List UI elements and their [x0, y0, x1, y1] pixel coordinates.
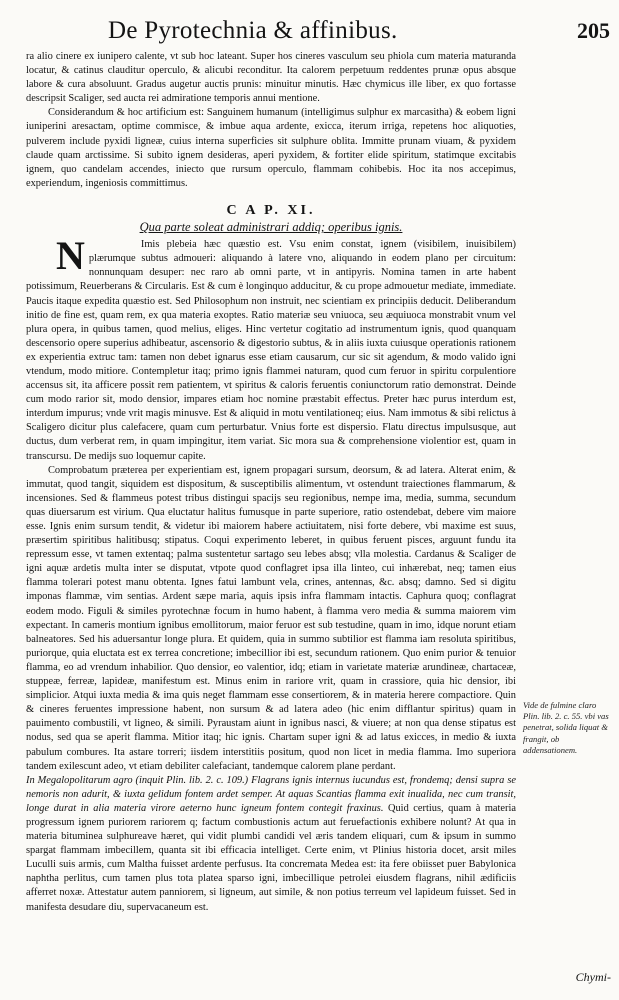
pliny-quote	[26, 774, 516, 915]
chapter-paragraph-1-text: Imis plebeia hæc quæstio est. Vsu enim constat, ignem (visibilem, inuisibilem) plærumque subtus admoueri: aliquando à latere vno, aliquando in eodem plano per circuitum: nonnunquam desuper: nec raro ab omni parte, vt in antipyris. Nomina tamen in arte habent potissimum, Reuerberans & Circularis. Est & cum è longinquo adducitur, & cu prope admouetur mediate, immediate. Paucis itaque expedita quæstio est. Sed Philosophum non instruit, nec scientiam ex principiis deducit. Deliberandum initio de fine est, quam rem, ex qua materia exoptes. Ratio materiæ seu vniuoca, seu æquiuoca monstrabit vnum vel plura opera, in quibus tamen, quod melius, eliges. Hinc vertetur cogitatio ad instrumentum ignis, quod quanquam descensorio opere superius adhibeatur, ascensorio & digestorio subtus, & in aliis iuxta cuiusque operationis rationem ex experientia extruc tam: tamen non debet ignarus esse etiam causarum, cur sic sit agendum, & modo valido igni vtendum, modo mitiore. Contempletur itaq; primo ignis flammei naturam, quod cum feruor in spiritu corpulentiore accensus sit, ita afficere possit rem patientem, vt spiritus & caloris feruentis coniunctorum ratio demonstrat. Deinde cum modo rarior sit, modo densior, impares etiam hoc nomine præstabit effectus. Preter hæc purus interdum est, interdum impurus; vnde vrit magis minusve. Est & aliquid in motu ventilationeq; eius. Nam immotus & sibi relictus à Scaligero dicitur plus calefacere, quam cum perturbatur. Vnius forte est dispersio. Flatu directus impulsusque, aut ductus, dum verberat rem, in quam impingitur, item variat. Sic mora sua & comprehensione violentior est, quam in transcursu. De medijs suo loquemur capite.	[26, 239, 516, 462]
quote-reference: In Megalopolitarum agro (inquit Plin. lib. 2. c. 109.)	[26, 774, 249, 786]
chapter-paragraph-2: Comprobatum præterea per experientiam est, ignem propagari sursum, deorsum, & ad latera. Alterat enim, & immutat, quod tangit, siquidem est dispositum, & susceptibilis alimentum, vt ostendunt traiectiones flammarum, & incensiones. Sed & flammeus potest tribus distingui spacijs seu regionibus, nempe ima, media, summa, secundum quas diuersarum est virium. Qua eluctatur halitus fumusque in parte superiore, ratio ostendebat, debere vim maiore esse. Ignis enim sursum tendit, & videtur ibi maiorem habere actiuitatem, nisi forte debere, vbi maxime est suus, præsertim spiritibus halitibusq; stipatus. Coqui experimento leberet, in quibus feruent pisces, arguunt fundu ita repressum esse, vt tamen extentaq; palma sustentetur sartago seu lebes absq; vlla molestia. Cardanus & Scaliger de igni aquæ ardetis multa inter se disputat, vtpote quod conflagret ipsa illa linteo, cui inhærebat, neq; tamen eius flamma tolerari potest manu obtenta. Ignes fatui lambunt vela, crines, antennas, &c. absq; damno. Sed si digitu imponas flammæ, vim sentias. Ardent sæpe maria, aquis ipsis infra flammam intactis. Caphura quoq; conflagrat eodem modo. Figuli & similes pyrotechnæ focum in humo habent, à flamma vero media & summa maiorem vim expectant. In cameris montium ignibus emollitorum, maior feruor est sub testudine, quam in imo, idque norunt etiam balneatores. Sed his aduersantur longe plura. Et quidem, quia in summo subtilior est flamma iam resoluta spiritibus, puriorque, quia eluctata est ex terrea concretione; imbecillior ibi est, secundum rationem. Quo enim purior & tenuior flamma, eo ad vrendum inhabilior. Quo densior, eo valentior, idq; etiam in varietate materiæ arundineæ, chartaceæ, stuppeæ, ferreæ, lapideæ, manifestum est. Minus enim in rariore vrit, quam in crassiore, quia hic densior, ibi simplicior. Atqui iuxta media & ima quis neget flammam esse consertiorem, & in materia herere compactiore. Quin & cineres feruentes impressione habent, non sursum & ad latera adeo (hic enim difflantur spiritus) quam in pauimento combustili, vt ligneo, & simili. Pyraustam aiunt in ignibus nasci, & viuere; at non qua dense stipatus est nodus, sed qua se aperit flamma. Mitior itaq; hic ignis. Chartam super igni & ad latus exicces, in medio & iuxta pabulum combures. Ita astare torreri; iisdem interstitiis positum, quod non licet in media flamma. Imo superiora tandem exilescunt adeo, vt etiam debiliter calefaciant, tandemque calorem plane perdant.	[26, 464, 516, 772]
paragraph-considerandum: Considerandum & hoc artificium est: Sanguinem humanum (intelligimus sulphur ex marcasitha) & eobem ligni iuniperini aresactam, optime commisce, & imbue aqua ardente, exicca, iterum irriga, repetens hoc aliquoties, pulverem include pyxidi ligneæ, cuius interna superficies sit sulphure oblita. Immitte prunam viuam, & pyxidem claude quam arctissime. Si subito ignem desideras, aperi pyxidem, & fortiter elide spiritum, statimque excitabis ignem, quo candelam accendes, iniecto que rursum operculo, flammam cohibebis. Hoc ita nos accepimus, experiendum, ingeniosis committimus.	[26, 107, 516, 189]
catchword: Chymi-	[575, 970, 611, 984]
drop-cap: N	[56, 233, 85, 279]
margin-note: Vide de fulmine claro Plin. lib. 2. c. 55. vbi vas penetrat, solida liquat & frangit, ob addensationem.	[523, 700, 609, 755]
chapter-paragraph-1	[26, 233, 516, 464]
chapter-subtitle: Qua parte soleat administrari addiq; operibus ignis.	[139, 220, 403, 235]
quote-text: Flagrans ignis internus iucundus est, frondemq; densi supra se nemoris non adurit, & iuxta gelidum fontem ardet semper. At aquas Scantias flamma exit inualida, nec cum transit, longe durat in alia materia virore aeterno hunc igneum fontem contegit fraxinus.	[26, 774, 516, 814]
body-text	[26, 50, 516, 915]
chapter-heading: C A P. XI.	[226, 202, 316, 218]
paragraph-top: ra alio cinere ex iunipero calente, vt sub hoc lateant. Super hos cineres vasculum seu phiola cum materia maturanda locatur, & catinus clauditur operculo, & alicubi reconditur. Ita calorem perpetuum reddentes prunæ opus absque labore & cura absoluunt. Gradus augetur auctis prunis: minuitur minutis. Hæc chymicus ille liber, ex quo fortasse descripsit Scaliger, sed aucta rei admiratione temporis annui mentione.	[26, 51, 516, 105]
chapter-paragraph-3: Quid certius, quam à materia progressum ignem puriorem rariorem q; factum combustionis actum aut feruefactionis exhibere nolunt? At qua in materia bituminea sulphureave hæret, qui vidit plumbi candidi vel æris tandem eliquari, cum & ipsum in summo spargat flammam imbecillem, quanta sit ibi efficacia intelliget. Certe enim, vt Plinius historia docet, arsit miles Luculli suis armis, cum Maltha fuisset ardente perfusus. Ita concremata Medea est: ita fere obiisset puer Babylonica naphtha perlitus, cum tamen plus tota platea sparso igni, imbecillique petrolei eiusdem flagrans, nihil ædificiis afferret noxæ. Attestatur autem panniorem, si ligneum, aut simile, & non potius terreum vel lapideum fuisset. Sed in manifesta desudare diu, supervacaneum est.	[26, 802, 516, 913]
page-header	[108, 14, 610, 48]
running-title: De Pyrotechnia & affinibus.	[108, 17, 398, 44]
page-number: 205	[577, 18, 610, 43]
